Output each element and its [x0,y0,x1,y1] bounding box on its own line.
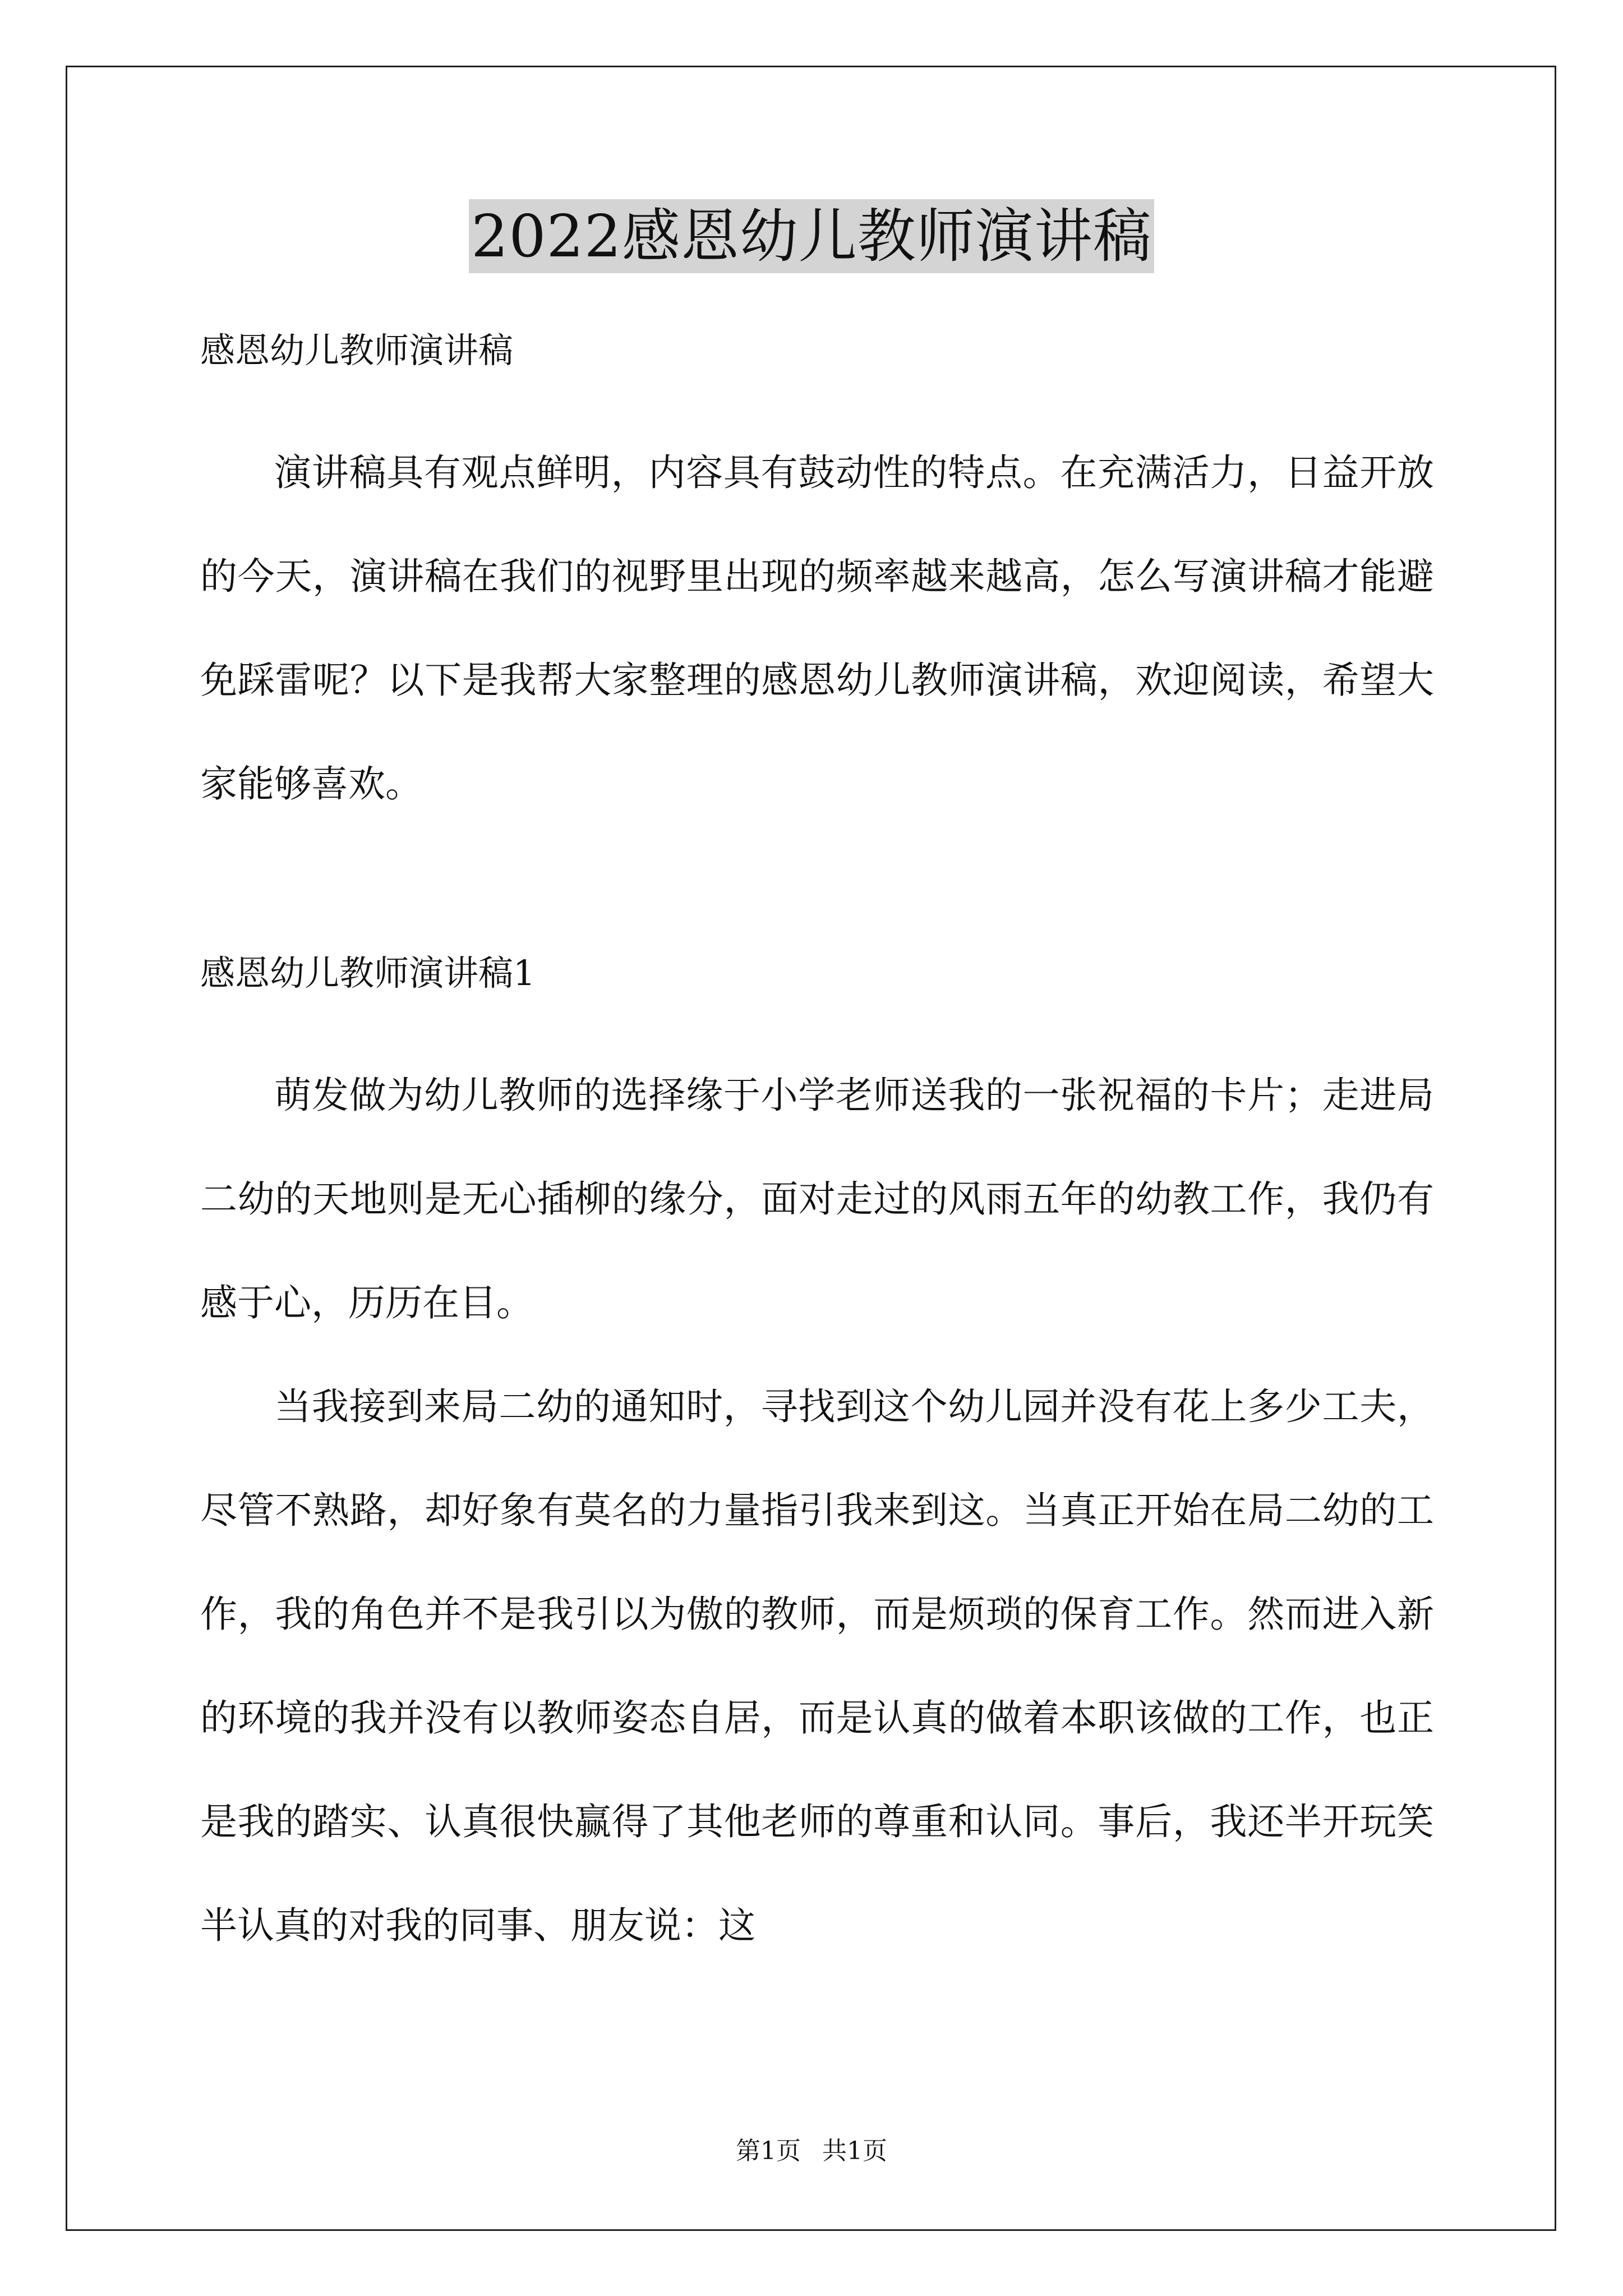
document-body [200,328,1434,1977]
title-container [0,199,1623,273]
body-paragraph-2: 当我接到来局二幼的通知时，寻找到这个幼儿园并没有花上多少工夫，尽管不熟路，却好象有莫名的力量指引我来到这。当真正开始在局二幼的工作，我的角色并不是我引以为傲的教师，而是烦琐的保育工作。然而进入新的环境的我并没有以教师姿态自居，而是认真的做着本职该做的工作，也正是我的踏实、认真很快赢得了其他老师的尊重和认同。事后，我还半开玩笑半认真的对我的同事、朋友说：这 [200,1385,1434,1947]
page-number: 第1页 [736,2137,801,2165]
intro-paragraph: 演讲稿具有观点鲜明，内容具有鼓动性的特点。在充满活力，日益开放的今天，演讲稿在我们的视野里出现的频率越来越高，怎么写演讲稿才能避免踩雷呢？以下是我帮大家整理的感恩幼儿教师演讲稿，欢迎阅读，希望大家能够喜欢。 [200,451,1434,806]
body-paragraph-1: 萌发做为幼儿教师的选择缘于小学老师送我的一张祝福的卡片；走进局二幼的天地则是无心插柳的缘分，面对走过的风雨五年的幼教工作，我仍有感于心，历历在目。 [200,1074,1434,1324]
page-total: 共1页 [822,2137,887,2165]
document-subtitle: 感恩幼儿教师演讲稿 [200,330,514,371]
document-title: 2022感恩幼儿教师演讲稿 [469,199,1154,273]
section-heading: 感恩幼儿教师演讲稿1 [200,953,536,993]
page-footer [0,2134,1623,2168]
